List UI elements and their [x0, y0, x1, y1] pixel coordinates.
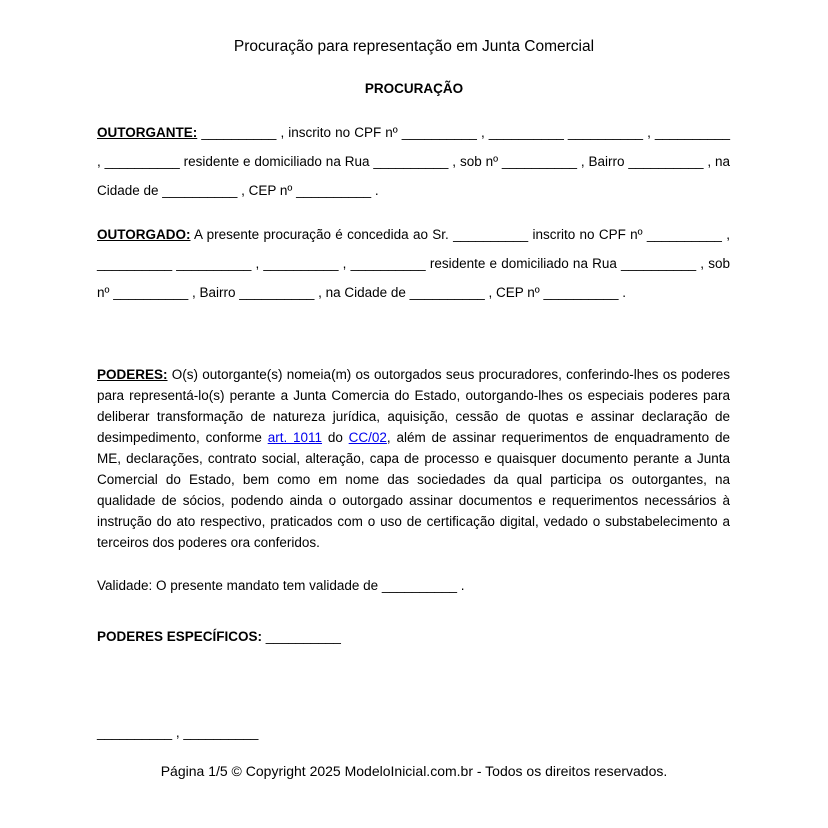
outorgado-label: OUTORGADO: [97, 227, 191, 242]
poderes-text-between-links: do [322, 430, 349, 445]
poderes-especificos-blank: __________ [262, 629, 341, 644]
document-subtitle: PROCURAÇÃO [364, 81, 464, 96]
paragraph-outorgante [97, 118, 730, 205]
signature-line [97, 722, 730, 743]
validade-line [97, 575, 730, 596]
paragraph-poderes [97, 364, 730, 553]
link-art-1011[interactable]: art. 1011 [267, 430, 323, 445]
outorgante-text: __________ , inscrito no CPF nº __________ , __________ __________ , __________ , __________ residente e domiciliado na Rua __________ , sob nº __________ , Bairro __________ , na Cidade de __________ , CEP nº __________ . [97, 125, 730, 198]
link-cc-02[interactable]: CC/02 [348, 430, 387, 445]
document-title: Procuração para representação em Junta Comercial [233, 38, 595, 55]
poderes-especificos-line [97, 626, 730, 647]
signature-blanks: __________ , __________ [97, 725, 259, 740]
outorgado-text: A presente procuração é concedida ao Sr. __________ inscrito no CPF nº __________ , __________ __________ , __________ , __________ residente e domiciliado na Rua __________ , sob nº __________ , Bairro __________ , na Cidade de __________ , CEP nº __________ . [97, 227, 730, 300]
poderes-label: PODERES: [97, 367, 168, 382]
outorgante-label: OUTORGANTE: [97, 125, 198, 140]
poderes-text-before-link1: O(s) outorgante(s) nomeia(m) os outorgados seus procuradores, conferindo-lhes os poderes para representá-lo(s) perante a Junta Comercia do Estado, outorgando-lhes os especiais poderes para deliberar transformação de natureza jurídica, aquisição, cessão de quotas e assinar declaração de desimpedimento, conforme [97, 367, 730, 445]
validade-text: Validade: O presente mandato tem validade de __________ . [97, 578, 465, 593]
poderes-especificos-label: PODERES ESPECÍFICOS: [97, 629, 263, 644]
page-footer: Página 1/5 © Copyright 2025 ModeloInicial.com.br - Todos os direitos reservados. [160, 763, 668, 779]
paragraph-outorgado [97, 220, 730, 307]
poderes-text-after-link2: , além de assinar requerimentos de enquadramento de ME, declarações, contrato social, alteração, capa de processo e quaisquer documento perante a Junta Comercial do Estado, bem como em nome das sociedades da qual participa os outorgantes, na qualidade de sócios, podendo ainda o outorgado assinar documentos e requerimentos necessários à instrução do ato respectivo, praticados com o uso de certificação digital, vedado o substabelecimento a terceiros dos poderes ora conferidos. [97, 430, 730, 550]
